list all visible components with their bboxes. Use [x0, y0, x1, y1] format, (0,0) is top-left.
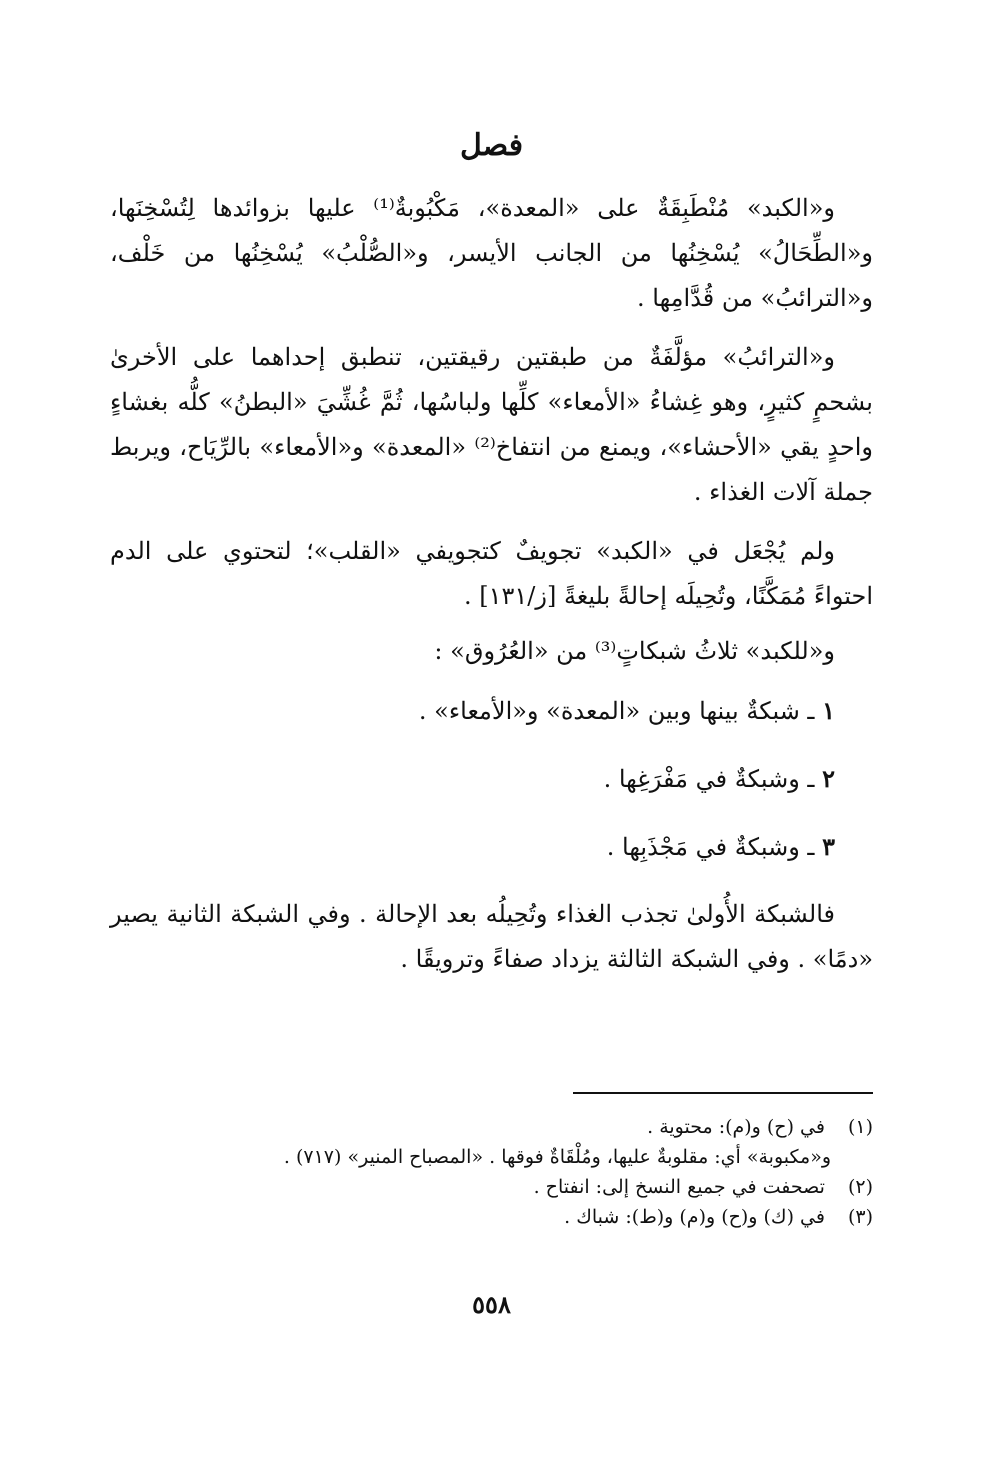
list-item-number: ٣	[822, 832, 835, 861]
main-text	[110, 186, 873, 996]
footnote	[110, 1172, 873, 1202]
footnote-divider	[573, 1092, 873, 1094]
footnote-text: في (ح) و(م): محتوية .	[647, 1116, 825, 1138]
footnote-text: و«مكبوبة» أي: مقلوبةٌ عليها، ومُلْقَاةٌ فوقها . «المصباح المنير» (٧١٧) .	[283, 1146, 831, 1168]
list-item	[110, 824, 873, 870]
section-title: فصل	[459, 128, 524, 163]
footnote-text: تصحفت في جميع النسخ إلى: انفتاح .	[533, 1176, 825, 1198]
footnote-number: (٢)	[847, 1176, 873, 1198]
list-item-number: ١	[822, 696, 835, 725]
page-number: ٥٥٨	[472, 1290, 511, 1319]
footnotes	[110, 1112, 873, 1232]
paragraph-liver: و«الكبد» مُنْطَبِقَةٌ على «المعدة»، مَكْبُوبةٌ⁽¹⁾ عليها بزوائدها لِتُسْخِنَها، و«الطِّحَالُ» يُسْخِنُها من الجانب الأيسر، و«الصُّلْبُ» يُسْخِنُها من خَلْف، و«الترائبُ» من قُدَّامِها .	[110, 194, 873, 312]
list-item-text: ـ وشبكةٌ في مَجْذَبِها .	[606, 833, 815, 861]
list-item	[110, 688, 873, 734]
list-item	[110, 756, 873, 802]
footnote-number: (١)	[847, 1116, 873, 1138]
footnote-text: في (ك) و(ح) و(م) و(ط): شباك .	[564, 1206, 825, 1228]
paragraph-networks-intro: و«للكبد» ثلاثُ شبكاتٍ⁽³⁾ من «العُرُوق» :	[434, 637, 835, 665]
paragraph-cavity: ولم يُجْعَل في «الكبد» تجويفٌ كتجويفي «القلب»؛ لتحتوي على الدم احتواءً مُمَكَّنًا، وتُحِيلَه إحالةً بليغةً [ز/١٣١] .	[110, 537, 873, 610]
footnote-number: (٣)	[847, 1206, 873, 1228]
paragraph-taraib: و«الترائبُ» مؤلَّفَةٌ من طبقتين رقيقتين، تنطبق إحداهما على الأخرىٰ بشحمٍ كثيرٍ، وهو غِشاءُ «الأمعاء» كلِّها ولباسُها، ثُمَّ غُشِّيَ «البطنُ» كلُّه بغشاءٍ واحدٍ يقي «الأحشاء»، ويمنع من انتفاخ⁽²⁾ «المعدة» و«الأمعاء» بالرِّيَاح، ويربط جملة آلات الغذاء .	[110, 343, 873, 506]
list-item-text: ـ شبكةٌ بينها وبين «المعدة» و«الأمعاء» .	[418, 697, 815, 725]
list-item-number: ٢	[822, 764, 835, 793]
footnote	[110, 1202, 873, 1232]
list-item-text: ـ وشبكةٌ في مَفْرَغِها .	[603, 765, 815, 793]
paragraph-final: فالشبكة الأُولىٰ تجذب الغذاء وتُحِيلُه بعد الإحالة . وفي الشبكة الثانية يصير «دمًا» . وفي الشبكة الثالثة يزداد صفاءً وترويقًا .	[110, 900, 873, 973]
footnote-continuation	[110, 1142, 873, 1172]
footnote	[110, 1112, 873, 1142]
